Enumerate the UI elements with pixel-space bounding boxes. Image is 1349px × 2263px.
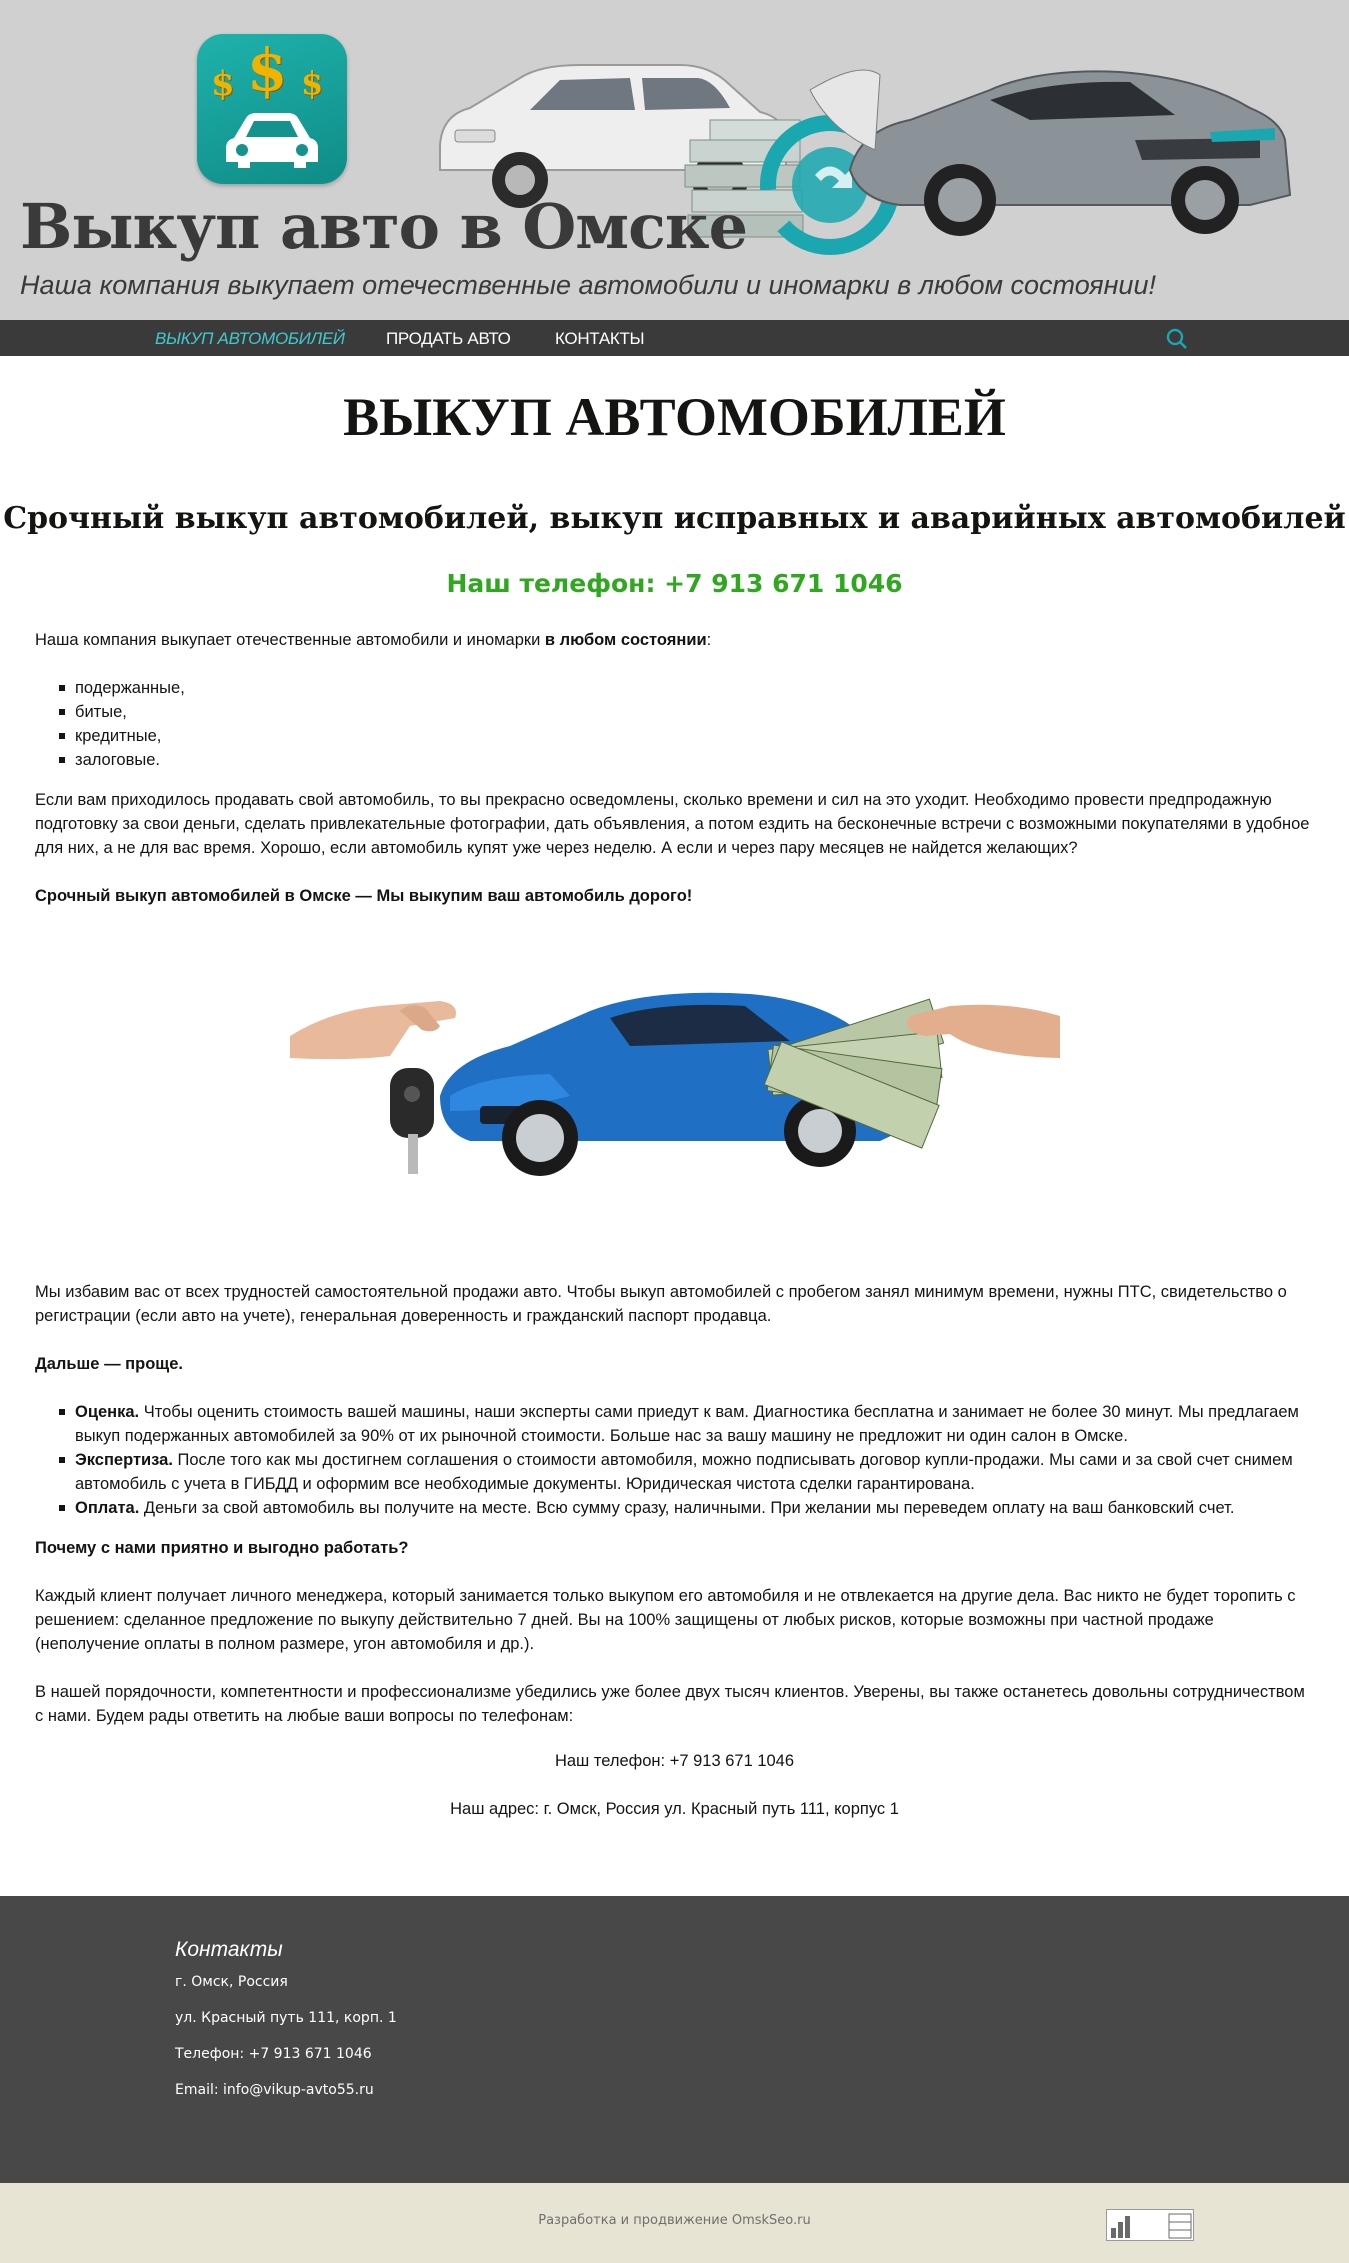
step-text: После того как мы достигнем соглашения о стоимости автомобиля, можно подписывать договор купли-продажи. Мы сами и за свой счет снимем автомобиль с учета в ГИБДД и оформим все необходимые документы. Юридическая чистота сделки гарантирована. — [75, 1451, 1293, 1493]
intro-end: : — [706, 631, 712, 649]
nav-item-sell[interactable]: ПРОДАТЬ АВТО — [386, 329, 511, 348]
sell-paragraph: Если вам приходилось продавать свой автомобиль, то вы прекрасно осведомлены, сколько времени и сил на это уходит. Необходимо провести предпродажную подготовку за свои деньги, сделать привлекательные фотографии, дать объявления, а потом ездить на бесконечные встречи с возможными покупателями в удобное для них, а не для вас время. Хорошо, если автомобиль купят уже через неделю. А если и через пару месяцев не найдется желающих? — [35, 791, 1310, 857]
steps-list — [57, 1400, 1317, 1520]
main-navigation — [0, 320, 1349, 356]
car-icon — [222, 110, 322, 170]
list-item — [57, 1400, 1317, 1448]
credit-link[interactable]: Разработка и продвижение OmskSeo.ru — [538, 2213, 811, 2228]
why-heading — [35, 1536, 1315, 1560]
why-bold: Почему с нами приятно и выгодно работать? — [35, 1539, 409, 1557]
footer-phone[interactable]: Телефон: +7 913 671 1046 — [175, 2046, 372, 2062]
nav-item-contacts[interactable]: КОНТАКТЫ — [555, 329, 645, 348]
bottom-bar — [0, 2183, 1349, 2263]
urgent-heading — [35, 884, 1315, 908]
docs-paragraph: Мы избавим вас от всех трудностей самостоятельной продажи авто. Чтобы выкуп автомобилей с пробегом занял минимум времени, нужны ПТС, свидетельство о регистрации (если авто на учете), генеральная доверенность и гражданский паспорт продавца. — [35, 1283, 1287, 1325]
intro-bold: в любом состоянии — [544, 631, 707, 649]
footer-heading: Контакты — [175, 1938, 283, 1961]
phone-line[interactable]: Наш телефон: +7 913 671 1046 — [554, 1752, 795, 1770]
trust-paragraph: В нашей порядочности, компетентности и профессионализме убедились уже более двух тысяч клиентов. Уверены, вы также останетесь довольны сотрудничеством с нами. Будем рады ответить на любые ваши вопросы по телефонам: — [35, 1683, 1305, 1725]
intro-text: Наша компания выкупает отечественные автомобили и иномарки — [35, 631, 545, 649]
phone-highlight[interactable]: Наш телефон: +7 913 671 1046 — [446, 569, 903, 598]
footer-city: г. Омск, Россия — [175, 1974, 288, 1990]
counter-badge[interactable] — [1106, 2209, 1194, 2241]
footer-street: ул. Красный путь 111, корп. 1 — [175, 2010, 397, 2026]
sub-heading: Срочный выкуп автомобилей, выкуп исправных и аварийных автомобилей — [3, 501, 1346, 536]
footer — [0, 1896, 1349, 2183]
list-item: кредитные, — [57, 724, 1317, 748]
dollar-icon: $ — [211, 64, 235, 104]
step-title: Оценка. — [75, 1403, 140, 1421]
list-item — [57, 1448, 1317, 1496]
site-tagline: Наша компания выкупает отечественные автомобили и иномарки в любом состоянии! — [20, 270, 1156, 300]
logo[interactable] — [197, 34, 347, 184]
step-text: Чтобы оценить стоимость вашей машины, наши эксперты сами приедут к вам. Диагностика бесплатна и занимает не более 30 минут. Мы предлагаем выкуп подержанных автомобилей за 90% от их рыночной стоимости. Больше нас за вашу машину не предложит ни один салон в Омске. — [75, 1403, 1299, 1445]
list-item: битые, — [57, 700, 1317, 724]
list-item: залоговые. — [57, 748, 1317, 772]
dollar-icon: $ — [301, 64, 324, 102]
easier-bold: Дальше — проще. — [35, 1355, 183, 1373]
urgent-bold: Срочный выкуп автомобилей в Омске — Мы выкупим ваш автомобиль дорого! — [35, 887, 693, 905]
list-item — [57, 1496, 1317, 1520]
intro-paragraph — [35, 628, 1315, 652]
site-header — [0, 0, 1349, 320]
page-title: ВЫКУП АВТОМОБИЛЕЙ — [343, 387, 1006, 447]
list-item: подержанные, — [57, 676, 1317, 700]
footer-email[interactable]: Email: info@vikup-avto55.ru — [175, 2082, 374, 2098]
step-text: Деньги за свой автомобиль вы получите на месте. Всю сумму сразу, наличными. При желании мы переведем оплату на ваш банковский счет. — [139, 1499, 1235, 1517]
step-title: Экспертиза. — [75, 1451, 173, 1469]
nav-item-vykup[interactable]: ВЫКУП АВТОМОБИЛЕЙ — [155, 329, 345, 348]
counter-icon — [1107, 2210, 1195, 2242]
conditions-list — [57, 676, 1317, 772]
easier-heading — [35, 1352, 1315, 1376]
search-icon[interactable] — [1166, 328, 1188, 350]
manager-paragraph: Каждый клиент получает личного менеджера, который занимается только выкупом его автомобиля и не отвлекается на другие дела. Вас никто не будет торопить с решением: сделанное предложение по выкупу действительно 7 дней. Вы на 100% защищены от любых рисков, которые возможны при частной продаже (неполучение оплаты в полном размере, угон автомобиля и др.). — [35, 1587, 1296, 1653]
site-title[interactable]: Выкуп авто в Омске — [20, 190, 748, 263]
address-line: Наш адрес: г. Омск, Россия ул. Красный путь 111, корпус 1 — [450, 1800, 899, 1818]
step-title: Оплата. — [75, 1499, 140, 1517]
dollar-icon: $ — [247, 36, 288, 104]
car-deal-image — [290, 946, 1060, 1186]
